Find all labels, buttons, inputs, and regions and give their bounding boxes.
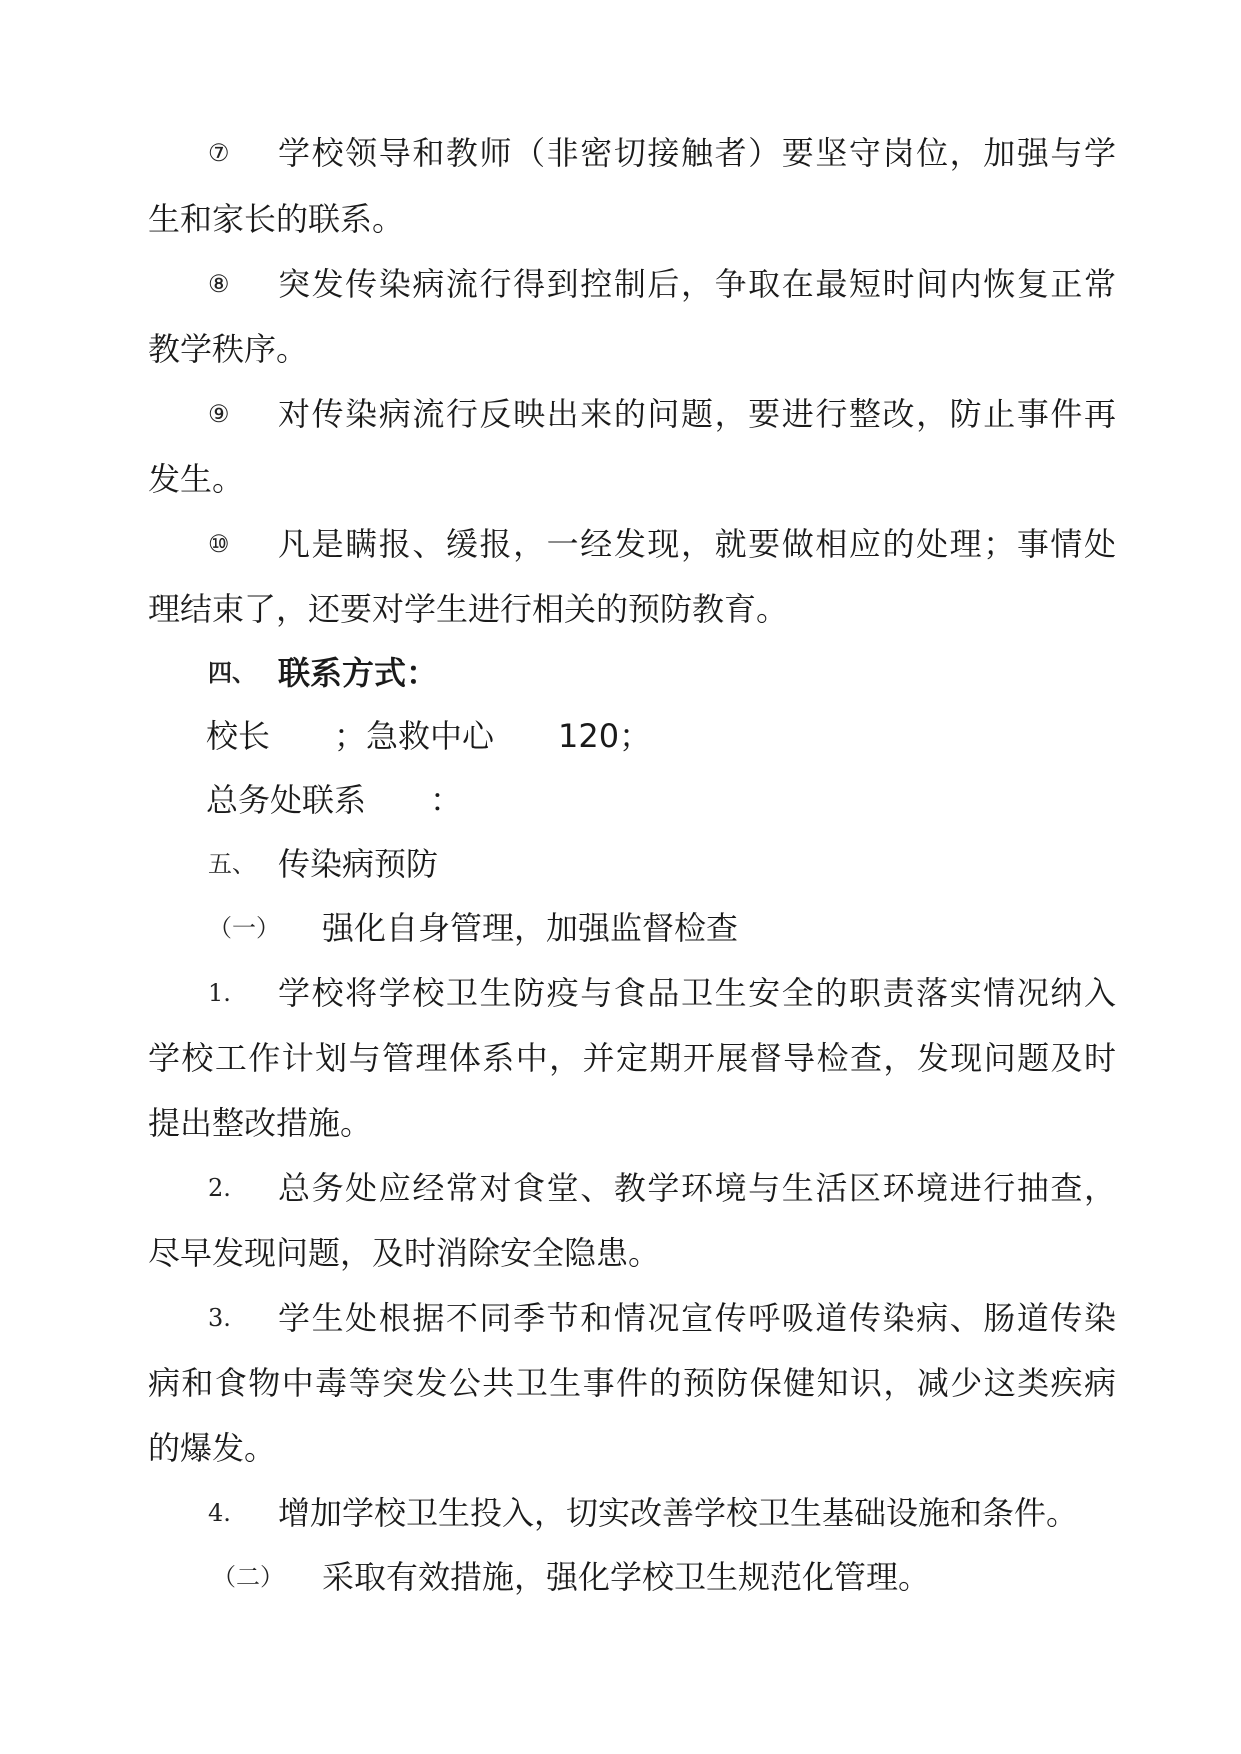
subsection-title: 采取有效措施，强化学校卫生规范化管理。 [322, 1558, 931, 1596]
item-text: 尽早发现问题，及时消除安全隐患。 [148, 1234, 661, 1272]
section-title: 联系方式： [278, 654, 439, 692]
contact-text: 校长 ；急救中心 120； [206, 717, 652, 755]
item-text: 学校工作计划与管理体系中，并定期开展督导检查，发现问题及时 [148, 1039, 1116, 1077]
section-marker: 五、 [208, 850, 256, 878]
item-marker: ⑦ [208, 139, 230, 167]
item-text: 提出整改措施。 [148, 1104, 373, 1142]
subsection-marker: （一） [208, 914, 280, 942]
item-text: 学生处根据不同季节和情况宣传呼吸道传染病、肠道传染 [278, 1299, 1116, 1337]
item-text: 总务处应经常对食堂、教学环境与生活区环境进行抽查， [278, 1169, 1116, 1207]
contact-text: 总务处联系 ： [206, 781, 463, 819]
paragraph-text: 对传染病流行反映出来的问题，要进行整改，防止事件再 [278, 395, 1116, 433]
item-marker: 2. [208, 1174, 231, 1202]
paragraph-text: 学校领导和教师（非密切接触者）要坚守岗位，加强与学 [278, 134, 1116, 172]
item-text: 增加学校卫生投入，切实改善学校卫生基础设施和条件。 [278, 1494, 1079, 1532]
paragraph-text: 凡是瞒报、缓报，一经发现，就要做相应的处理；事情处 [278, 525, 1116, 563]
item-text: 病和食物中毒等突发公共卫生事件的预防保健知识，减少这类疾病 [148, 1364, 1116, 1402]
paragraph-text: 生和家长的联系。 [148, 200, 405, 238]
item-text: 学校将学校卫生防疫与食品卫生安全的职责落实情况纳入 [278, 974, 1116, 1012]
paragraph-text: 理结束了，还要对学生进行相关的预防教育。 [148, 590, 789, 628]
item-marker: ⑩ [208, 530, 230, 558]
section-marker: 四、 [208, 658, 256, 687]
paragraph-text: 发生。 [148, 460, 245, 498]
item-marker: 3. [208, 1304, 231, 1332]
item-marker: 4. [208, 1499, 231, 1527]
item-marker: ⑧ [208, 270, 230, 298]
section-title: 传染病预防 [278, 845, 439, 883]
item-marker: ⑨ [208, 400, 230, 428]
item-text: 的爆发。 [148, 1429, 277, 1467]
subsection-title: 强化自身管理，加强监督检查 [322, 909, 739, 947]
paragraph-text: 突发传染病流行得到控制后，争取在最短时间内恢复正常 [278, 265, 1116, 303]
subsection-marker: （二） [212, 1563, 284, 1591]
paragraph-text: 教学秩序。 [148, 330, 309, 368]
item-marker: 1. [208, 979, 231, 1007]
